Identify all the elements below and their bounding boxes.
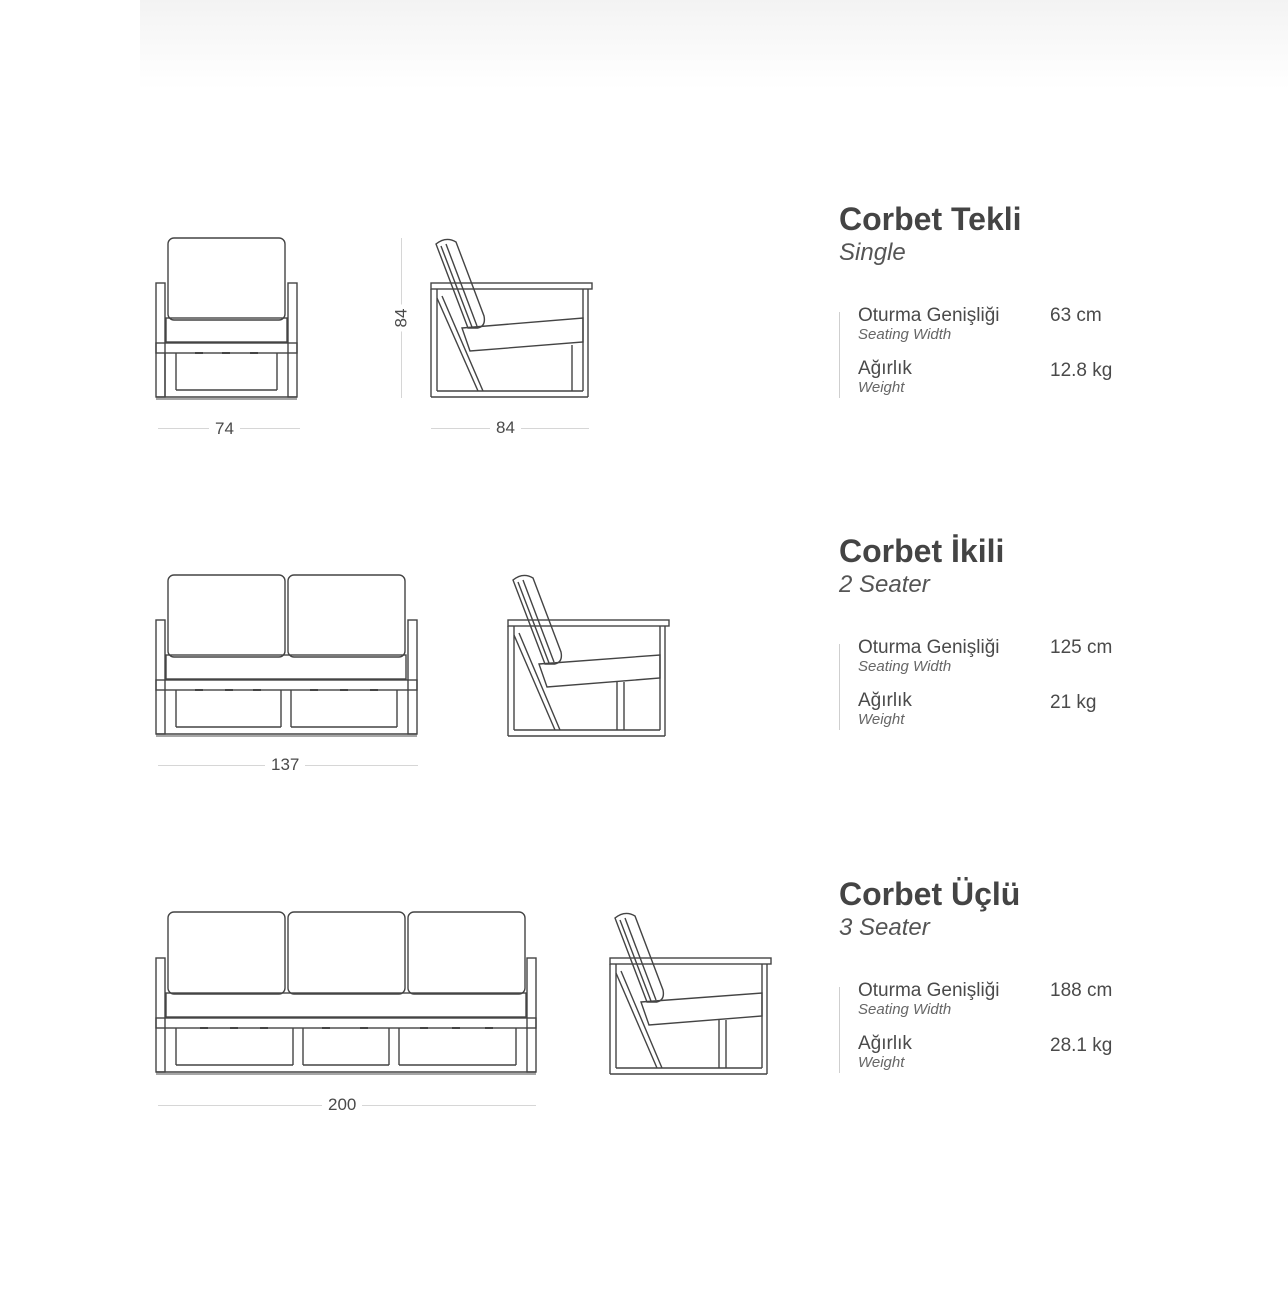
spec-label: Oturma Genişliği [858,305,1000,326]
single-front-view [156,238,297,399]
product-subtitle: 2 Seater [839,571,930,598]
spec-value: 12.8 kg [1050,360,1113,381]
product-section-3-seater [0,810,1288,1150]
spec-label: Oturma Genişliği [858,980,1000,1001]
single-width-label: 74 [209,419,240,439]
single-height-label: 84 [391,305,411,332]
three-seater-width-label: 200 [322,1095,362,1115]
spec-value: 21 kg [1050,692,1097,713]
product-section-single [0,0,1288,470]
single-side-view [431,239,592,397]
spec-sublabel: Weight [858,1054,905,1071]
spec-list [839,305,1259,398]
spec-label: Oturma Genişliği [858,637,1000,658]
single-depth-label: 84 [490,418,521,438]
spec-list [839,637,1259,730]
spec-weight [858,1033,912,1072]
spec-value: 28.1 kg [1050,1035,1113,1056]
spec-seating-width [858,980,1000,1019]
spec-sublabel: Seating Width [858,1001,952,1018]
three-seater-front-view [156,912,536,1074]
product-info-2-seater [839,533,1259,730]
spec-weight [858,358,912,397]
spec-value: 63 cm [1050,305,1102,326]
spec-sublabel: Seating Width [858,658,952,675]
product-title: Corbet Tekli [839,201,1022,237]
spec-seating-width [858,637,1000,676]
spec-label: Ağırlık [858,358,912,379]
spec-label: Ağırlık [858,1033,912,1054]
spec-sublabel: Seating Width [858,326,952,343]
product-section-2-seater [0,470,1288,810]
two-seater-front-view [156,575,417,736]
two-seater-width-label: 137 [265,755,305,775]
product-title: Corbet İkili [839,533,1005,569]
product-subtitle: 3 Seater [839,914,930,941]
spec-weight [858,690,912,729]
three-seater-side-view [610,913,771,1074]
product-subtitle: Single [839,239,906,266]
spec-sublabel: Weight [858,711,905,728]
product-info-3-seater [839,876,1259,1073]
spec-label: Ağırlık [858,690,912,711]
two-seater-side-view [508,575,669,736]
spec-sublabel: Weight [858,379,905,396]
product-info-single [839,201,1259,398]
spec-value: 188 cm [1050,980,1113,1001]
spec-seating-width [858,305,1000,344]
spec-value: 125 cm [1050,637,1113,658]
product-title: Corbet Üçlü [839,876,1021,912]
spec-list [839,980,1259,1073]
